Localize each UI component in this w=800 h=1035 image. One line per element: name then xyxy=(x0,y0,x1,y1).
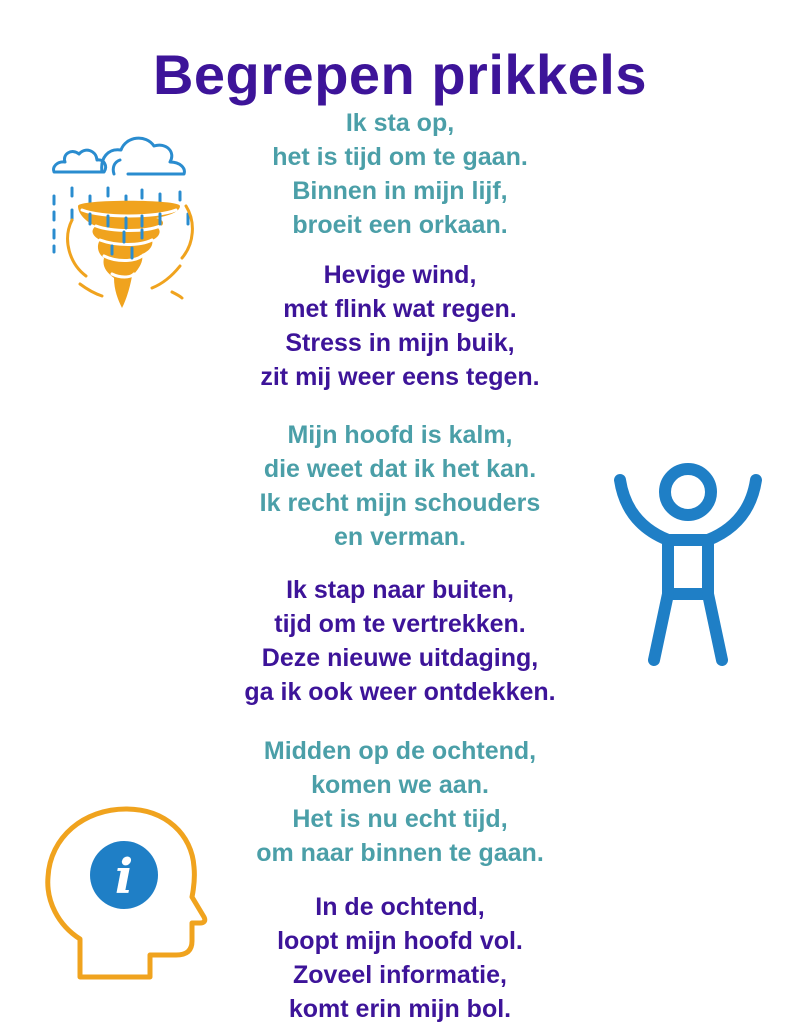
stanza-line: Deze nieuwe uitdaging, xyxy=(261,644,539,672)
stanza-2 xyxy=(200,258,600,394)
stanza-6 xyxy=(200,890,600,1026)
stanza-line: In de ochtend, xyxy=(315,893,485,921)
page-title: Begrepen prikkels xyxy=(152,42,648,106)
stanza-line: Hevige wind, xyxy=(323,261,477,289)
stanza-line: Ik recht mijn schouders xyxy=(259,489,541,517)
storm-tornado-icon xyxy=(42,128,202,318)
stanza-5 xyxy=(200,734,600,870)
stanza-line: die weet dat ik het kan. xyxy=(263,455,537,483)
stanza-line: komt erin mijn bol. xyxy=(288,995,512,1023)
stanza-line: Het is nu echt tijd, xyxy=(292,805,508,833)
stanza-line: en verman. xyxy=(333,523,466,551)
stanza-4 xyxy=(200,573,600,709)
person-arms-raised-icon xyxy=(608,462,768,672)
stanza-line: Mijn hoofd is kalm, xyxy=(287,421,513,449)
stanza-line: Zoveel informatie, xyxy=(293,961,507,989)
stanza-line: komen we aan. xyxy=(311,771,489,799)
stanza-3 xyxy=(200,418,600,554)
stanza-line: met flink wat regen. xyxy=(283,295,517,323)
stanza-1 xyxy=(200,106,600,242)
stanza-line: het is tijd om te gaan. xyxy=(272,143,528,171)
stanza-line: loopt mijn hoofd vol. xyxy=(277,927,523,955)
stanza-line: broeit een orkaan. xyxy=(292,211,508,239)
info-glyph: i xyxy=(114,849,134,905)
stanza-line: Midden op de ochtend, xyxy=(263,737,537,765)
stanza-line: ga ik ook weer ontdekken. xyxy=(244,678,556,706)
stanza-line: Ik sta op, xyxy=(345,109,455,137)
head-info-icon xyxy=(40,805,210,985)
stanza-line: Ik stap naar buiten, xyxy=(286,576,514,604)
stanza-line: Stress in mijn buik, xyxy=(285,329,515,357)
stanza-line: tijd om te vertrekken. xyxy=(274,610,526,638)
stanza-line: zit mij weer eens tegen. xyxy=(260,363,540,391)
stanza-line: om naar binnen te gaan. xyxy=(256,839,544,867)
stanza-line: Binnen in mijn lijf, xyxy=(292,177,508,205)
